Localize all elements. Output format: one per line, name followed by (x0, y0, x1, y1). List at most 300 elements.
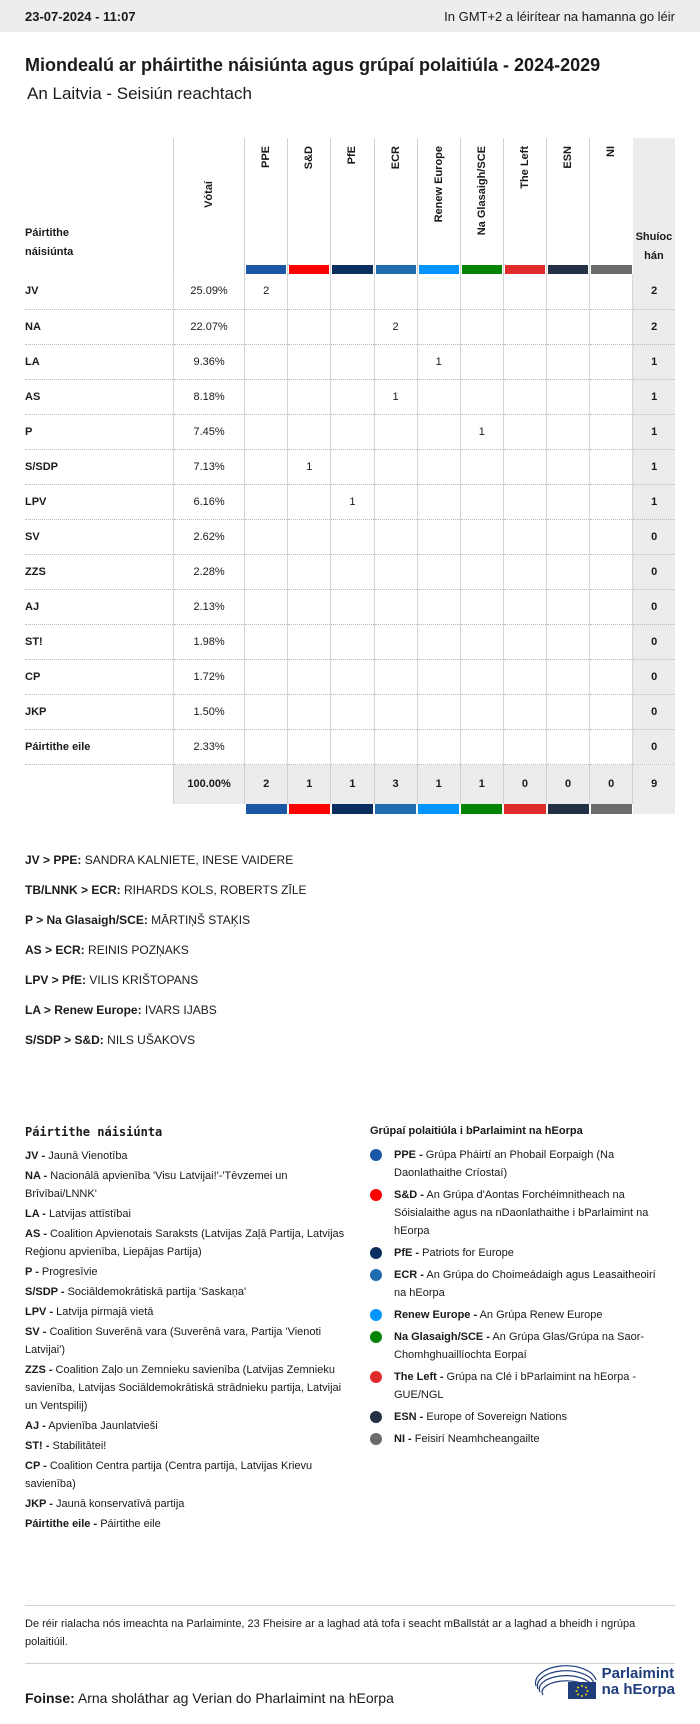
group-seat-cell (245, 309, 288, 344)
party-legend-abbr: ST! - (25, 1440, 50, 1452)
seats-header-line2: hán (644, 250, 664, 262)
votes-cell: 2.28% (173, 554, 244, 589)
party-legend-name: Nacionālā apvienība 'Visu Latvijai!'-'Tēvzemei un Brīvībai/LNNK' (25, 1170, 288, 1200)
group-color-dot-icon (370, 1269, 382, 1281)
party-name-cell: JKP (25, 694, 173, 729)
elected-member-names: VILIS KRIŠTOPANS (86, 973, 199, 987)
elected-member-row (25, 882, 675, 912)
group-color-bar (289, 804, 330, 814)
votes-cell: 1.50% (173, 694, 244, 729)
seats-cell: 0 (633, 554, 675, 589)
elected-member-names: MĀRTIŅŠ STAĶIS (147, 913, 251, 927)
group-seat-cell (331, 414, 374, 449)
party-name-cell: JV (25, 274, 173, 309)
group-seat-cell (590, 379, 633, 414)
group-seat-cell (503, 309, 546, 344)
group-seat-cell (503, 694, 546, 729)
logo-line1: Parlaimint (601, 1665, 675, 1682)
seats-cell: 1 (633, 484, 675, 519)
party-name-cell: P (25, 414, 173, 449)
party-legend-name: Progresīvie (38, 1266, 98, 1278)
group-seat-cell (547, 589, 590, 624)
elected-member-key: S/SDP > S&D: (25, 1033, 104, 1047)
votes-header-label: Vótaí (203, 181, 216, 208)
seats-cell: 1 (633, 414, 675, 449)
group-color-bar (462, 265, 502, 274)
group-seat-cell (460, 624, 503, 659)
group-seat-cell (547, 379, 590, 414)
group-seat-cell (590, 414, 633, 449)
group-header-label: NI (605, 146, 618, 157)
party-header-line1: Páirtithe (25, 227, 70, 239)
group-seat-cell (460, 694, 503, 729)
group-seat-cell (547, 729, 590, 764)
group-color-dot-icon (370, 1149, 382, 1161)
elected-member-key: P > Na Glasaigh/SCE: (25, 913, 148, 927)
total-votes-cell: 100.00% (173, 764, 244, 804)
group-seat-cell (460, 659, 503, 694)
table-row (25, 554, 675, 589)
total-seats-cell: 9 (633, 764, 675, 804)
group-legend-name: An Grúpa d'Aontas Forchéimnitheach na Sóisialaithe agus na nDaonlathaithe i bParlaimint na hEorpa (394, 1189, 649, 1237)
group-seat-cell (374, 729, 417, 764)
group-legend-abbr: S&D - (394, 1189, 424, 1201)
group-column-header (245, 138, 288, 274)
elected-member-key: LA > Renew Europe: (25, 1003, 142, 1017)
elected-member-names: NILS UŠAKOVS (103, 1033, 196, 1047)
group-column-header (331, 138, 374, 274)
party-legend-item (25, 1147, 345, 1165)
party-name-cell: AJ (25, 589, 173, 624)
votes-cell: 2.62% (173, 519, 244, 554)
group-color-bar (591, 804, 632, 814)
party-legend-abbr: Páirtithe eile - (25, 1518, 98, 1530)
party-legend-abbr: AJ - (25, 1420, 46, 1432)
party-legend-abbr: LA - (25, 1208, 46, 1220)
party-name-cell: ZZS (25, 554, 173, 589)
party-legend-abbr: JV - (25, 1150, 46, 1162)
group-seat-cell (590, 449, 633, 484)
elected-member-key: JV > PPE: (25, 853, 82, 867)
group-color-dot-icon (370, 1247, 382, 1259)
group-seat-cell (417, 484, 460, 519)
group-header-label: Renew Europe (432, 146, 445, 223)
page-subtitle: An Laitvia - Seisiún reachtach (27, 84, 252, 103)
party-legend-name: Coalition Centra partija (Centra partija, Latvijas Krievu savienība) (25, 1460, 313, 1490)
party-name-cell: Páirtithe eile (25, 729, 173, 764)
group-color-bar-cell (245, 804, 288, 814)
table-row (25, 624, 675, 659)
page-title: Miondealú ar pháirtithe náisiúnta agus grúpaí polaitiúla - 2024-2029 (25, 55, 601, 75)
source-text: Arna sholáthar ag Verian do Pharlaimint na hEorpa (74, 1690, 394, 1706)
group-seat-cell (374, 694, 417, 729)
group-seat-cell (503, 554, 546, 589)
group-color-bar-cell (417, 804, 460, 814)
group-seat-cell (503, 414, 546, 449)
group-color-bar (375, 804, 416, 814)
group-seat-cell (331, 729, 374, 764)
group-legend-name: An Grúpa Glas/Grúpa na Saor-Chomhghuaillíochta Eorpaí (394, 1331, 645, 1361)
seats-cell: 0 (633, 694, 675, 729)
group-legend-name: Grúpa Pháirtí an Phobail Eorpaigh (Na Daonlathaithe Críostaí) (394, 1149, 615, 1179)
group-seat-cell (547, 344, 590, 379)
group-legend-text (394, 1368, 670, 1404)
political-groups-legend-title: Grúpaí polaitiúla i bParlaimint na hEorpa (370, 1125, 583, 1137)
parliament-emblem-icon (534, 1664, 598, 1700)
group-seat-cell (374, 414, 417, 449)
total-group-seats-cell: 2 (245, 764, 288, 804)
group-seat-cell (374, 484, 417, 519)
party-legend-item (25, 1437, 345, 1455)
group-seat-cell (331, 274, 374, 309)
group-color-bar (505, 265, 545, 274)
total-group-seats-cell: 1 (331, 764, 374, 804)
party-legend-item (25, 1361, 345, 1415)
group-seat-cell (288, 274, 331, 309)
elected-member-row (25, 912, 675, 942)
votes-cell: 9.36% (173, 344, 244, 379)
total-group-seats-cell: 1 (288, 764, 331, 804)
group-seat-cell (417, 449, 460, 484)
group-seat-cell (460, 449, 503, 484)
group-legend-name: Grúpa na Clé i bParlaimint na hEorpa - GUE/NGL (394, 1371, 637, 1401)
table-row (25, 484, 675, 519)
group-seat-cell: 2 (374, 309, 417, 344)
votes-cell: 8.18% (173, 379, 244, 414)
results-table (25, 138, 675, 814)
elected-member-key: AS > ECR: (25, 943, 85, 957)
party-legend-abbr: AS - (25, 1228, 47, 1240)
seats-cell: 1 (633, 344, 675, 379)
group-seat-cell (590, 274, 633, 309)
source-label: Foinse: (25, 1690, 75, 1706)
seats-cell: 2 (633, 309, 675, 344)
party-legend-item (25, 1323, 345, 1359)
group-seat-cell (245, 554, 288, 589)
group-seat-cell (590, 694, 633, 729)
group-header-label: Na Glasaigh/SCE (475, 146, 488, 236)
group-seat-cell (590, 624, 633, 659)
group-color-bar-cell (331, 804, 374, 814)
group-seat-cell (374, 554, 417, 589)
group-seat-cell (288, 554, 331, 589)
party-column-header (25, 138, 173, 274)
party-name-cell: SV (25, 519, 173, 554)
party-name-cell: ST! (25, 624, 173, 659)
group-seat-cell: 1 (417, 344, 460, 379)
timezone-note: In GMT+2 a léirítear na hamanna go léir (444, 8, 675, 24)
party-legend-name: Páirtithe eile (97, 1518, 161, 1530)
elected-member-row (25, 942, 675, 972)
group-legend-text (394, 1306, 602, 1324)
group-color-bar-cell (288, 804, 331, 814)
group-seat-cell (374, 274, 417, 309)
group-seat-cell (245, 624, 288, 659)
group-legend-text (394, 1186, 670, 1240)
group-seat-cell (547, 414, 590, 449)
elected-member-key: TB/LNNK > ECR: (25, 883, 121, 897)
group-legend-text (394, 1266, 670, 1302)
votes-cell: 1.98% (173, 624, 244, 659)
party-legend-name: Sociāldemokrātiskā partija 'Saskaņa' (64, 1286, 247, 1298)
party-legend-abbr: NA - (25, 1170, 48, 1182)
group-seat-cell (460, 589, 503, 624)
group-color-bar-cell (503, 804, 546, 814)
group-seat-cell: 2 (245, 274, 288, 309)
group-seat-cell (331, 449, 374, 484)
group-seat-cell (547, 554, 590, 589)
group-column-header (288, 138, 331, 274)
group-legend-text (394, 1430, 540, 1448)
party-legend-name: Coalition Apvienotais Saraksts (Latvijas Zaļā Partija, Latvijas Reģionu apvienība, Liepājas Partija) (25, 1228, 345, 1258)
group-legend-abbr: PPE - (394, 1149, 423, 1161)
group-legend-name: Europe of Sovereign Nations (423, 1411, 568, 1423)
group-legend-item (370, 1408, 670, 1426)
party-name-cell: LPV (25, 484, 173, 519)
group-color-dot-icon (370, 1433, 382, 1445)
group-color-bar-cell (460, 804, 503, 814)
group-legend-text (394, 1408, 567, 1426)
group-seat-cell (590, 729, 633, 764)
group-seat-cell (417, 274, 460, 309)
group-seat-cell (460, 729, 503, 764)
group-legend-abbr: The Left - (394, 1371, 444, 1383)
group-seat-cell (590, 659, 633, 694)
elected-member-key: LPV > PfE: (25, 973, 87, 987)
group-seat-cell (245, 414, 288, 449)
group-legend-name: Feisirí Neamhcheangailte (411, 1433, 540, 1445)
votes-cell: 25.09% (173, 274, 244, 309)
total-group-seats-cell: 0 (590, 764, 633, 804)
group-seat-cell (460, 519, 503, 554)
votes-cell: 2.33% (173, 729, 244, 764)
party-legend-item (25, 1205, 345, 1223)
group-seat-cell: 1 (331, 484, 374, 519)
group-seat-cell: 1 (460, 414, 503, 449)
top-bar (0, 0, 700, 32)
group-seat-cell (245, 484, 288, 519)
party-legend-abbr: CP - (25, 1460, 47, 1472)
totals-color-bar-row (25, 804, 675, 814)
party-legend-item (25, 1417, 345, 1435)
group-seat-cell (245, 659, 288, 694)
party-legend-item (25, 1457, 345, 1493)
logo-line2: na hEorpa (601, 1681, 675, 1698)
group-seat-cell (245, 694, 288, 729)
total-group-seats-cell: 0 (547, 764, 590, 804)
group-seat-cell (460, 309, 503, 344)
group-seat-cell (288, 659, 331, 694)
party-name-cell: S/SDP (25, 449, 173, 484)
party-legend-item (25, 1515, 345, 1533)
seats-cell: 0 (633, 589, 675, 624)
group-legend-text (394, 1328, 670, 1364)
group-seat-cell (417, 519, 460, 554)
group-seat-cell (288, 309, 331, 344)
group-seat-cell (590, 589, 633, 624)
totals-blank-cell (25, 764, 173, 804)
bar-spacer (633, 804, 675, 814)
group-seat-cell (547, 694, 590, 729)
group-seat-cell (460, 344, 503, 379)
group-color-bar (548, 265, 588, 274)
group-seat-cell (590, 344, 633, 379)
group-header-label: ECR (389, 146, 402, 170)
group-legend-item (370, 1146, 670, 1182)
group-header-label: The Left (518, 146, 531, 189)
group-seat-cell (590, 519, 633, 554)
group-seat-cell (503, 624, 546, 659)
group-color-bar (504, 804, 545, 814)
party-legend-item (25, 1263, 345, 1281)
group-seat-cell (331, 589, 374, 624)
group-legend-item (370, 1328, 670, 1364)
group-legend-item (370, 1186, 670, 1240)
seats-cell: 0 (633, 624, 675, 659)
seats-cell: 0 (633, 729, 675, 764)
group-color-bar (332, 265, 372, 274)
table-row (25, 694, 675, 729)
group-column-header (374, 138, 417, 274)
group-color-bar (246, 804, 287, 814)
votes-cell: 7.13% (173, 449, 244, 484)
party-legend-name: Coalition Suverēnā vara (Suverēnā vara, Partija 'Vienoti Latvijai') (25, 1326, 322, 1356)
party-legend-name: Latvijas attīstībai (45, 1208, 131, 1220)
group-seat-cell (417, 309, 460, 344)
group-column-header (460, 138, 503, 274)
group-seat-cell (460, 274, 503, 309)
group-legend-text (394, 1146, 670, 1182)
votes-cell: 6.16% (173, 484, 244, 519)
group-legend-name: An Grúpa do Choimeádaigh agus Leasaitheoirí na hEorpa (394, 1269, 656, 1299)
rules-note: De réir rialacha nós imeachta na Parlaiminte, 23 Fheisire ar a laghad atá tofa i seacht mBallstát ar a laghad a bheidh i ngrúpa polaitiúil. (25, 1605, 675, 1664)
group-seat-cell (331, 624, 374, 659)
group-seat-cell (417, 729, 460, 764)
group-legend-abbr: PfE - (394, 1247, 420, 1259)
party-legend-item (25, 1303, 345, 1321)
group-seat-cell (590, 484, 633, 519)
group-seat-cell (503, 379, 546, 414)
group-seat-cell (288, 344, 331, 379)
group-legend-item (370, 1244, 670, 1262)
group-seat-cell: 1 (374, 379, 417, 414)
table-row (25, 414, 675, 449)
group-header-label: ESN (562, 146, 575, 169)
group-seat-cell (547, 309, 590, 344)
table-row (25, 344, 675, 379)
party-legend-name: Stabilitātei! (49, 1440, 107, 1452)
table-row (25, 309, 675, 344)
group-color-bar-cell (374, 804, 417, 814)
group-seat-cell (374, 589, 417, 624)
european-parliament-logo (534, 1664, 675, 1700)
group-column-header (590, 138, 633, 274)
group-seat-cell (331, 379, 374, 414)
group-seat-cell (503, 449, 546, 484)
group-seat-cell (547, 449, 590, 484)
group-color-dot-icon (370, 1371, 382, 1383)
group-seat-cell (503, 484, 546, 519)
group-legend-text (394, 1244, 514, 1262)
group-column-header (503, 138, 546, 274)
seats-cell: 0 (633, 659, 675, 694)
party-header-line2: náisiúnta (25, 246, 74, 258)
group-column-header (417, 138, 460, 274)
group-seat-cell (547, 659, 590, 694)
group-legend-abbr: Renew Europe - (394, 1309, 478, 1321)
votes-column-header (173, 138, 244, 274)
party-legend-abbr: SV - (25, 1326, 47, 1338)
national-parties-legend-title: Páirtithe náisiúnta (25, 1125, 163, 1139)
table-row (25, 379, 675, 414)
group-seat-cell (288, 484, 331, 519)
group-seat-cell (417, 624, 460, 659)
seats-cell: 2 (633, 274, 675, 309)
seats-header-line1: Shuíoc (635, 231, 673, 243)
group-color-bar (376, 265, 416, 274)
party-legend-item (25, 1495, 345, 1513)
group-legend-item (370, 1306, 670, 1324)
party-legend-name: Jaunā konservatīvā partija (52, 1498, 185, 1510)
group-seat-cell (288, 414, 331, 449)
party-legend-item (25, 1167, 345, 1203)
party-name-cell: LA (25, 344, 173, 379)
group-seat-cell (245, 379, 288, 414)
group-seat-cell (503, 659, 546, 694)
group-color-dot-icon (370, 1309, 382, 1321)
group-seat-cell (245, 519, 288, 554)
group-header-label: S&D (303, 146, 316, 170)
party-legend-abbr: JKP - (25, 1498, 53, 1510)
party-legend-name: Jaunā Vienotība (45, 1150, 128, 1162)
party-legend-abbr: P - (25, 1266, 39, 1278)
group-seat-cell (331, 519, 374, 554)
group-seat-cell (460, 554, 503, 589)
table-row (25, 589, 675, 624)
elected-member-row (25, 972, 675, 1002)
party-name-cell: CP (25, 659, 173, 694)
group-color-bar (591, 265, 632, 274)
table-row (25, 659, 675, 694)
party-legend-abbr: LPV - (25, 1306, 54, 1318)
group-seat-cell (288, 624, 331, 659)
bar-spacer (173, 804, 244, 814)
group-color-dot-icon (370, 1189, 382, 1201)
national-parties-legend (25, 1125, 345, 1535)
seats-cell: 1 (633, 449, 675, 484)
source-line (25, 1690, 394, 1706)
date-time: 23-07-2024 - 11:07 (25, 8, 136, 24)
votes-cell: 7.45% (173, 414, 244, 449)
group-color-bar (419, 265, 459, 274)
group-seat-cell (547, 624, 590, 659)
group-seat-cell (460, 484, 503, 519)
political-groups-legend (370, 1125, 670, 1452)
seats-cell: 0 (633, 519, 675, 554)
group-seat-cell (460, 379, 503, 414)
group-header-label: PPE (260, 146, 273, 169)
elected-member-names: RIHARDS KOLS, ROBERTS ZĪLE (120, 883, 307, 897)
group-seat-cell (547, 484, 590, 519)
elected-member-names: IVARS IJABS (141, 1003, 217, 1017)
group-color-bar (461, 804, 502, 814)
group-seat-cell (503, 344, 546, 379)
group-seat-cell (417, 694, 460, 729)
group-seat-cell (503, 729, 546, 764)
group-legend-name: Patriots for Europe (419, 1247, 514, 1259)
group-seat-cell (245, 589, 288, 624)
group-seat-cell (374, 519, 417, 554)
